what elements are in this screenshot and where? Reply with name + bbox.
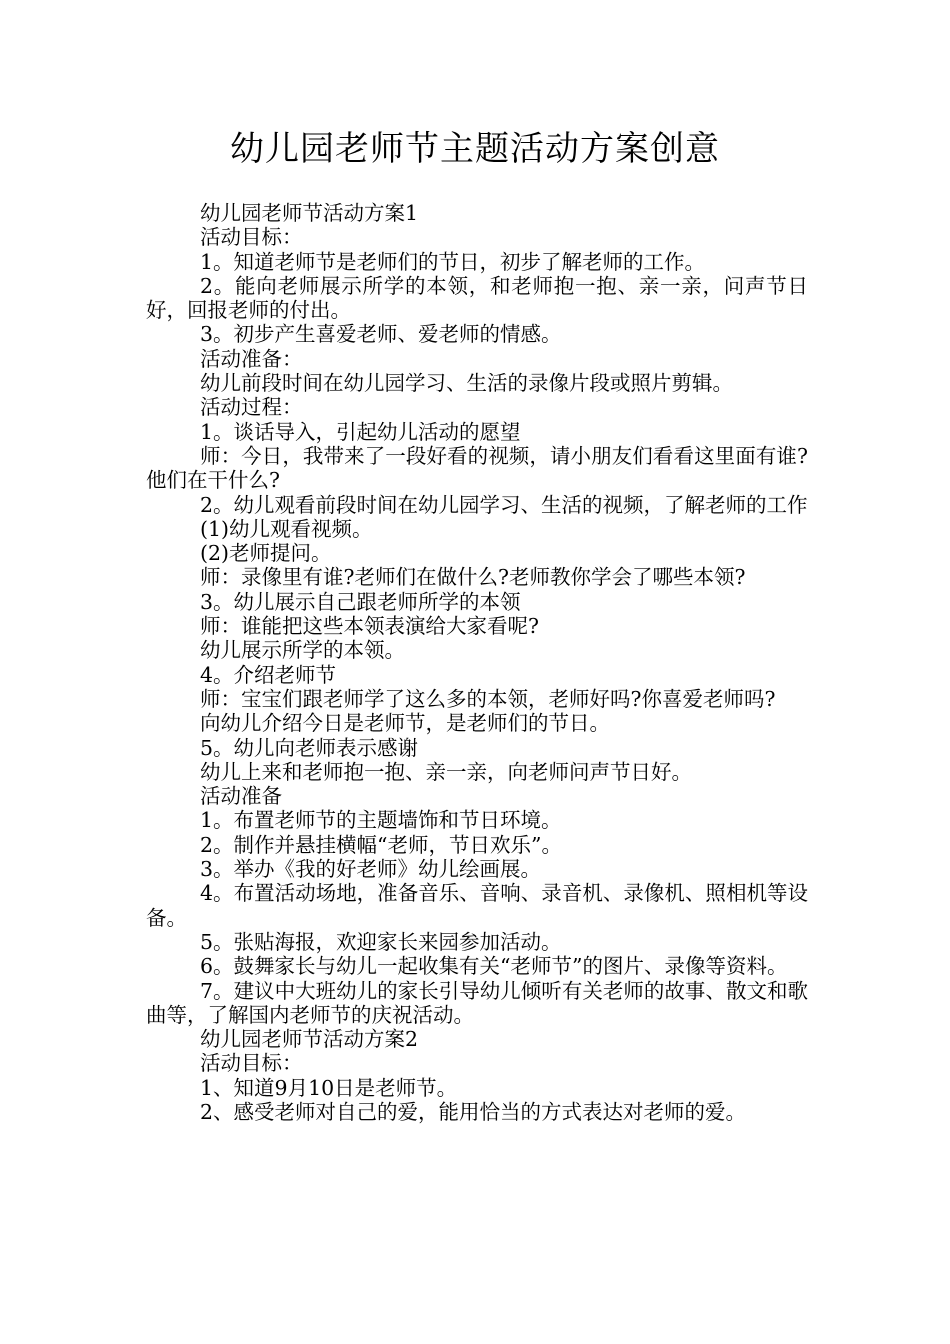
paragraph: 3。幼儿展示自己跟老师所学的本领 [200, 589, 521, 614]
paragraph: 师：谁能把这些本领表演给大家看呢? [200, 614, 539, 639]
paragraph: (2)老师提问。 [200, 541, 332, 566]
paragraph: 活动目标： [200, 1051, 303, 1076]
paragraph: 2。能向老师展示所学的本领，和老师抱一抱、亲一亲，问声节日好，回报老师的付出。 [146, 273, 808, 323]
paragraph: 1。布置老师节的主题墙饰和节日环境。 [200, 808, 562, 833]
paragraph: 2、感受老师对自己的爱，能用恰当的方式表达对老师的爱。 [200, 1099, 747, 1124]
paragraph: 师：宝宝们跟老师学了这么多的本领，老师好吗?你喜爱老师吗? [200, 686, 776, 711]
paragraph: 活动目标： [200, 225, 303, 250]
paragraph: 2。制作并悬挂横幅“老师，节日欢乐”。 [200, 832, 563, 857]
paragraph: 7。建议中大班幼儿的家长引导幼儿倾听有关老师的故事、散文和歌曲等，了解国内老师节的庆祝活动。 [146, 978, 808, 1027]
paragraph: 2。幼儿观看前段时间在幼儿园学习、生活的视频，了解老师的工作 [200, 492, 808, 517]
paragraph: (1)幼儿观看视频。 [200, 516, 373, 541]
paragraph: 4。布置活动场地，准备音乐、音响、录音机、录像机、照相机等设备。 [146, 881, 808, 930]
paragraph: 幼儿上来和老师抱一抱、亲一亲，向老师问声节日好。 [200, 759, 692, 784]
paragraph: 活动准备 [200, 784, 282, 809]
paragraph: 1、知道9月10日是老师节。 [200, 1075, 458, 1100]
paragraph: 幼儿园老师节活动方案2 [200, 1027, 419, 1052]
paragraph: 活动过程： [200, 395, 303, 420]
paragraph: 师：录像里有谁?老师们在做什么?老师教你学会了哪些本领? [200, 565, 746, 590]
paragraph: 5。幼儿向老师表示感谢 [200, 735, 419, 760]
document-title: 幼儿园老师节主题活动方案创意 [230, 129, 720, 169]
paragraph: 3。初步产生喜爱老师、爱老师的情感。 [200, 322, 562, 347]
document-body [146, 201, 808, 1124]
paragraph: 5。张贴海报，欢迎家长来园参加活动。 [200, 929, 562, 954]
paragraph: 1。谈话导入，引起幼儿活动的愿望 [200, 419, 521, 444]
paragraph: 1。知道老师节是老师们的节日，初步了解老师的工作。 [200, 249, 706, 274]
paragraph: 幼儿前段时间在幼儿园学习、生活的录像片段或照片剪辑。 [200, 371, 733, 396]
paragraph: 4。介绍老师节 [200, 662, 337, 687]
paragraph: 3。举办《我的好老师》幼儿绘画展。 [200, 857, 542, 882]
paragraph: 活动准备： [200, 346, 303, 371]
paragraph: 师：今日，我带来了一段好看的视频，请小朋友们看看这里面有谁?他们在干什么? [146, 443, 808, 493]
paragraph: 幼儿园老师节活动方案1 [200, 201, 419, 225]
paragraph: 幼儿展示所学的本领。 [200, 638, 405, 663]
paragraph: 向幼儿介绍今日是老师节，是老师们的节日。 [200, 711, 610, 736]
paragraph: 6。鼓舞家长与幼儿一起收集有关“老师节”的图片、录像等资料。 [200, 954, 788, 979]
